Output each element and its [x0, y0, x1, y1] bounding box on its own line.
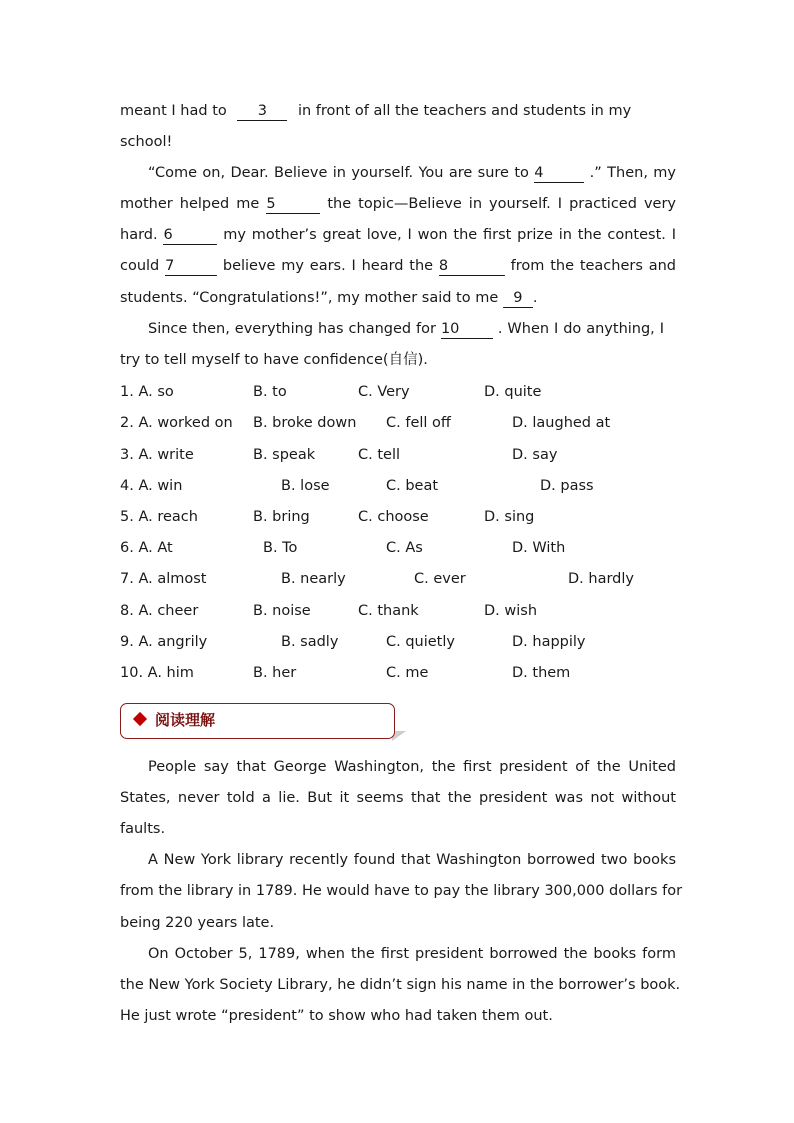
text: believe my ears. I heard the — [217, 258, 439, 274]
option-a: 3. A. write — [120, 447, 194, 463]
text: . When I do anything, I — [492, 321, 664, 337]
passage-line — [120, 194, 676, 214]
option-d: D. pass — [540, 478, 594, 494]
option-d: D. wish — [484, 603, 538, 619]
option-d: D. With — [512, 540, 566, 556]
text: . — [532, 290, 538, 306]
text: .” Then, my — [584, 165, 677, 181]
option-d: D. quite — [484, 384, 542, 400]
option-c: C. me — [386, 665, 429, 681]
option-c: C. choose — [358, 509, 429, 525]
option-b: B. broke down — [253, 415, 357, 431]
text: my mother’s great love, I won the first prize in the contest. I — [217, 227, 676, 243]
passage-line: On October 5, 1789, when the first president borrowed the books form — [148, 946, 676, 962]
text: hard. — [120, 227, 164, 243]
passage-line: People say that George Washington, the first president of the United — [148, 759, 676, 775]
text: students. “Congratulations!”, my mother said to me — [120, 290, 503, 306]
section-title: 阅读理解 — [155, 711, 216, 729]
option-a: 8. A. cheer — [120, 603, 199, 619]
text: the topic—Believe in yourself. I practiced very — [320, 196, 676, 212]
option-a: 9. A. angrily — [120, 634, 208, 650]
text: could — [120, 258, 166, 274]
option-a: 6. A. At — [120, 540, 173, 556]
option-a: 7. A. almost — [120, 571, 207, 587]
blank-8: 8 — [439, 258, 505, 276]
passage-line: try to tell myself to have confidence(自信). — [120, 352, 428, 368]
option-d: D. sing — [484, 509, 535, 525]
option-b: B. To — [263, 540, 298, 556]
option-d: D. happily — [512, 634, 586, 650]
option-d: D. them — [512, 665, 571, 681]
option-a: 5. A. reach — [120, 509, 198, 525]
option-b: B. sadly — [281, 634, 339, 650]
option-c: C. ever — [414, 571, 466, 587]
text: “Come on, Dear. Believe in yourself. You are sure to — [148, 165, 535, 181]
option-c: C. beat — [386, 478, 439, 494]
text: meant I had to — [120, 103, 232, 119]
option-a: 1. A. so — [120, 384, 174, 400]
option-b: B. to — [253, 384, 287, 400]
passage-line — [148, 163, 676, 183]
option-d: D. say — [512, 447, 558, 463]
option-d: D. laughed at — [512, 415, 611, 431]
blank-5: 5 — [266, 196, 320, 214]
passage-line: A New York library recently found that Washington borrowed two books — [148, 852, 676, 868]
option-b: B. speak — [253, 447, 316, 463]
option-c: C. As — [386, 540, 423, 556]
passage-line: the New York Society Library, he didn’t sign his name in the borrower’s book. — [120, 977, 681, 993]
option-b: B. nearly — [281, 571, 346, 587]
option-b: B. noise — [253, 603, 311, 619]
option-c: C. thank — [358, 603, 419, 619]
option-c: C. Very — [358, 384, 410, 400]
passage-line — [120, 101, 676, 121]
text: from the teachers and — [504, 258, 676, 274]
blank-10: 10 — [441, 321, 493, 339]
passage-line — [120, 288, 676, 308]
option-c: C. quietly — [386, 634, 455, 650]
option-a: 4. A. win — [120, 478, 183, 494]
passage-line: from the library in 1789. He would have to pay the library 300,000 dollars for — [120, 883, 683, 899]
blank-6: 6 — [163, 227, 217, 245]
blank-9: 9 — [503, 290, 533, 308]
blank-3: 3 — [237, 103, 287, 121]
option-d: D. hardly — [568, 571, 634, 587]
option-c: C. tell — [358, 447, 401, 463]
blank-7: 7 — [165, 258, 217, 276]
passage-line — [120, 256, 676, 276]
passage-line — [148, 319, 664, 339]
option-a: 2. A. worked on — [120, 415, 233, 431]
passage-line: faults. — [120, 821, 166, 837]
text: Since then, everything has changed for — [148, 321, 441, 337]
option-c: C. fell off — [386, 415, 451, 431]
blank-4: 4 — [534, 165, 584, 183]
passage-line: States, never told a lie. But it seems that the president was not without — [120, 790, 676, 806]
text: mother helped me — [120, 196, 267, 212]
option-b: B. bring — [253, 509, 310, 525]
passage-line: school! — [120, 134, 173, 150]
option-b: B. lose — [281, 478, 330, 494]
option-b: B. her — [253, 665, 297, 681]
passage-line: being 220 years late. — [120, 915, 275, 931]
passage-line: He just wrote “president” to show who had taken them out. — [120, 1008, 553, 1024]
text: in front of all the teachers and students in my — [297, 103, 632, 119]
option-a: 10. A. him — [120, 665, 194, 681]
passage-line — [120, 225, 676, 245]
